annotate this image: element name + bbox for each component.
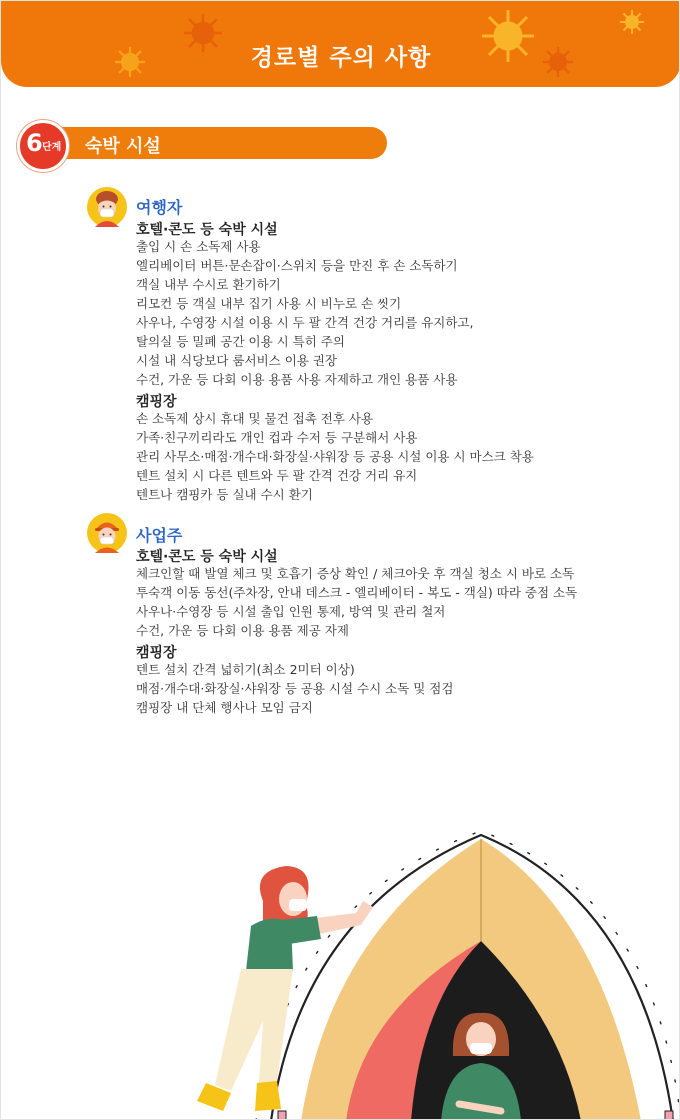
list-item: 리모컨 등 객실 내부 집기 사용 시 비누로 손 씻기: [136, 296, 402, 311]
business-owner-mask-icon: [87, 513, 127, 553]
group-title: 호텔·콘도 등 숙박 시설: [136, 549, 278, 565]
list-item: 체크인할 때 발열 체크 및 호흡기 증상 확인 / 체크아웃 후 객실 청소 시 바로 소독: [136, 566, 575, 581]
role-label-traveler: 여행자: [136, 198, 183, 217]
group-title: 캠핑장: [136, 394, 177, 410]
role-label-business-owner: 사업주: [136, 526, 183, 545]
list-item: 사우나·수영장 등 시설 출입 인원 통제, 방역 및 관리 철저: [136, 604, 446, 619]
list-item: 탈의실 등 밀폐 공간 이용 시 특히 주의: [136, 334, 345, 349]
camping-tent-illustration: [1, 821, 680, 1120]
stage-unit: 단계: [42, 142, 62, 153]
woman-traveler-mask-icon: [87, 187, 127, 227]
virus-decoration-icon: [619, 9, 645, 35]
list-item: 매점·개수대·화장실·샤워장 등 공용 시설 수시 소독 및 점검: [136, 681, 454, 696]
guideline-list: [136, 660, 453, 717]
list-item: 텐트나 캠핑카 등 실내 수시 환기: [136, 487, 313, 502]
guideline-list: [136, 237, 473, 389]
list-item: 객실 내부 수시로 환기하기: [136, 277, 281, 292]
list-item: 가족·친구끼리라도 개인 컵과 수저 등 구분해서 사용: [136, 430, 418, 445]
guideline-list: [136, 409, 534, 504]
list-item: 사우나, 수영장 시설 이용 시 두 팔 간격 건강 거리를 유지하고,: [136, 315, 474, 330]
stage-title: 숙박 시설: [85, 136, 161, 157]
list-item: 텐트 설치 간격 넓히기(최소 2미터 이상): [136, 662, 355, 677]
list-item: 텐트 설치 시 다른 텐트와 두 팔 간격 건강 거리 유지: [136, 468, 418, 483]
list-item: 투숙객 이동 동선(주차장, 안내 데스크 - 엘리베이터 - 복도 - 객실) 따라 중점 소독: [136, 585, 578, 600]
guideline-list: [136, 564, 577, 640]
list-item: 손 소독제 상시 휴대 및 물건 접촉 전후 사용: [136, 411, 374, 426]
stage-badge: [17, 120, 69, 172]
group-title: 캠핑장: [136, 645, 177, 661]
group-title: 호텔·콘도 등 숙박 시설: [136, 222, 278, 238]
list-item: 수건, 가운 등 다회 이용 용품 제공 자제: [136, 623, 349, 638]
list-item: 수건, 가운 등 다회 이용 용품 사용 자제하고 개인 용품 사용: [136, 372, 458, 387]
header-banner: [1, 1, 680, 87]
list-item: 캠핑장 내 단체 행사나 모임 금지: [136, 700, 313, 715]
stage-number: 6: [26, 129, 43, 157]
list-item: 출입 시 손 소독제 사용: [136, 239, 261, 254]
list-item: 시설 내 식당보다 룸서비스 이용 권장: [136, 353, 337, 368]
list-item: 엘리베이터 버튼·문손잡이·스위치 등을 만진 후 손 소독하기: [136, 258, 458, 273]
page-title: 경로별 주의 사항: [250, 45, 432, 71]
list-item: 관리 사무소·매점·개수대·화장실·샤워장 등 공용 시설 이용 시 마스크 착용: [136, 449, 534, 464]
